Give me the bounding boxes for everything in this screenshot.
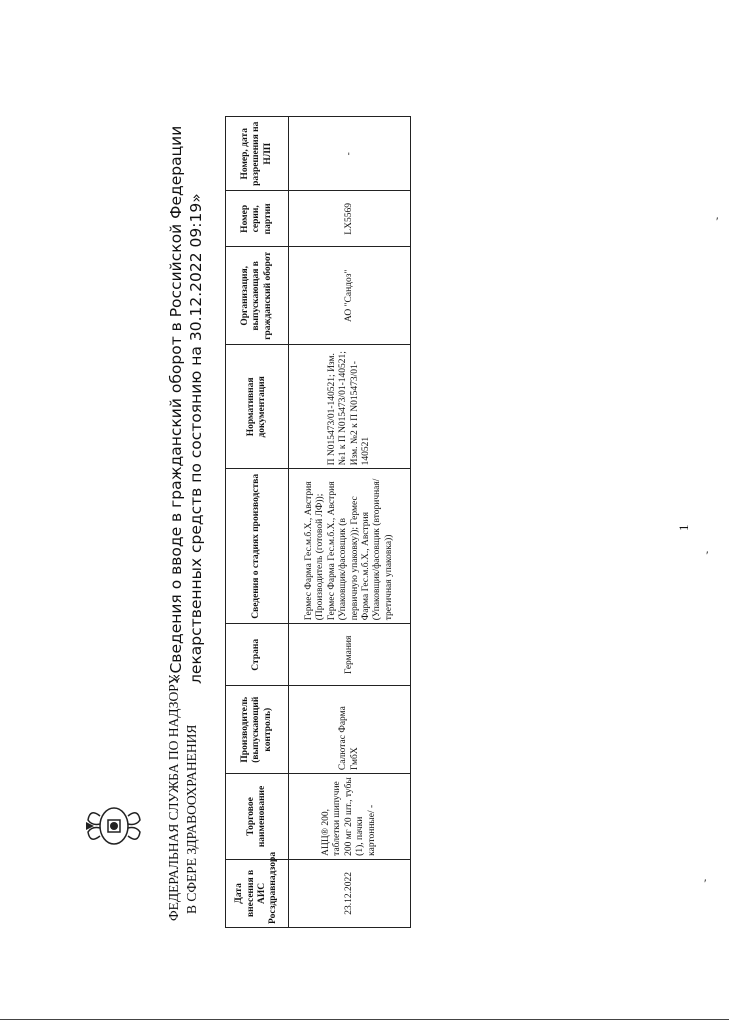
col-header-country: Страна [226,624,289,686]
table-row [289,117,411,928]
agency-name-line1: ФЕДЕРАЛЬНАЯ СЛУЖБА ПО НАДЗОРУ [166,674,181,921]
page-number: 1 [676,524,691,531]
col-header-trade-name: Торговое наименование [226,774,289,860]
scan-mark: ′ [704,876,707,890]
cell-manufacturer: Салютас Фарма ГмбХ [289,686,411,774]
cell-country: Германия [289,624,411,686]
cell-batch: LX5569 [289,191,411,247]
document-title-line1: «Сведения о вводе в гражданский оборот в Российской Федерации [167,125,185,683]
col-header-manufacturer: Производитель (выпускающий контроль) [226,686,289,774]
scan-mark: ′ [706,548,709,562]
agency-name-line2: В СФЕРЕ ЗДРАВООХРАНЕНИЯ [184,724,199,914]
scan-mark: ′ [716,214,719,228]
cell-normative-docs: П N015473/01-140521; Изм. №1 к П N015473/01-140521; Изм. №2 к П N015473/01-140521 [289,345,411,469]
cell-date: 23.12.2022 [289,859,411,927]
col-header-organization: Организация, выпускающая в гражданский оборот [226,247,289,345]
col-header-normative-docs: Нормативная документация [226,345,289,469]
cell-stages: Гермес Фарма Гес.м.б.Х., Австрия (Производитель (готовой ЛФ)); Гермес Фарма Гес.м.б.Х., Австрия (Упаковщик/фасовщик (в первичную упаковку)); Гермес Фарма Гес.м.б.Х., Австрия (Упаковщик/фасовщик (вторичная/третичная упаковка)) [289,469,411,624]
col-header-permit: Номер, дата разрешения на НЛП [226,117,289,191]
cell-permit: - [289,117,411,191]
medicines-table [225,116,411,928]
col-header-batch: Номер серии, партии [226,191,289,247]
scan-edge-line [0,1019,729,1020]
table-header-row [226,117,289,928]
col-header-stages: Сведения о стадиях производства [226,469,289,624]
col-header-date: Дата внесения в АИС Росздравнадзора [226,859,289,927]
document-title-line2: лекарственных средств по состоянию на 30.12.2022 09:19» [187,193,205,684]
double-headed-eagle-crest-icon [86,796,142,856]
cell-organization: АО "Сандоз" [289,247,411,345]
cell-trade-name: АЦЦ® 200, таблетки шипучие 200 мг 20 шт., тубы (1), пачки картонные/ - [289,774,411,860]
